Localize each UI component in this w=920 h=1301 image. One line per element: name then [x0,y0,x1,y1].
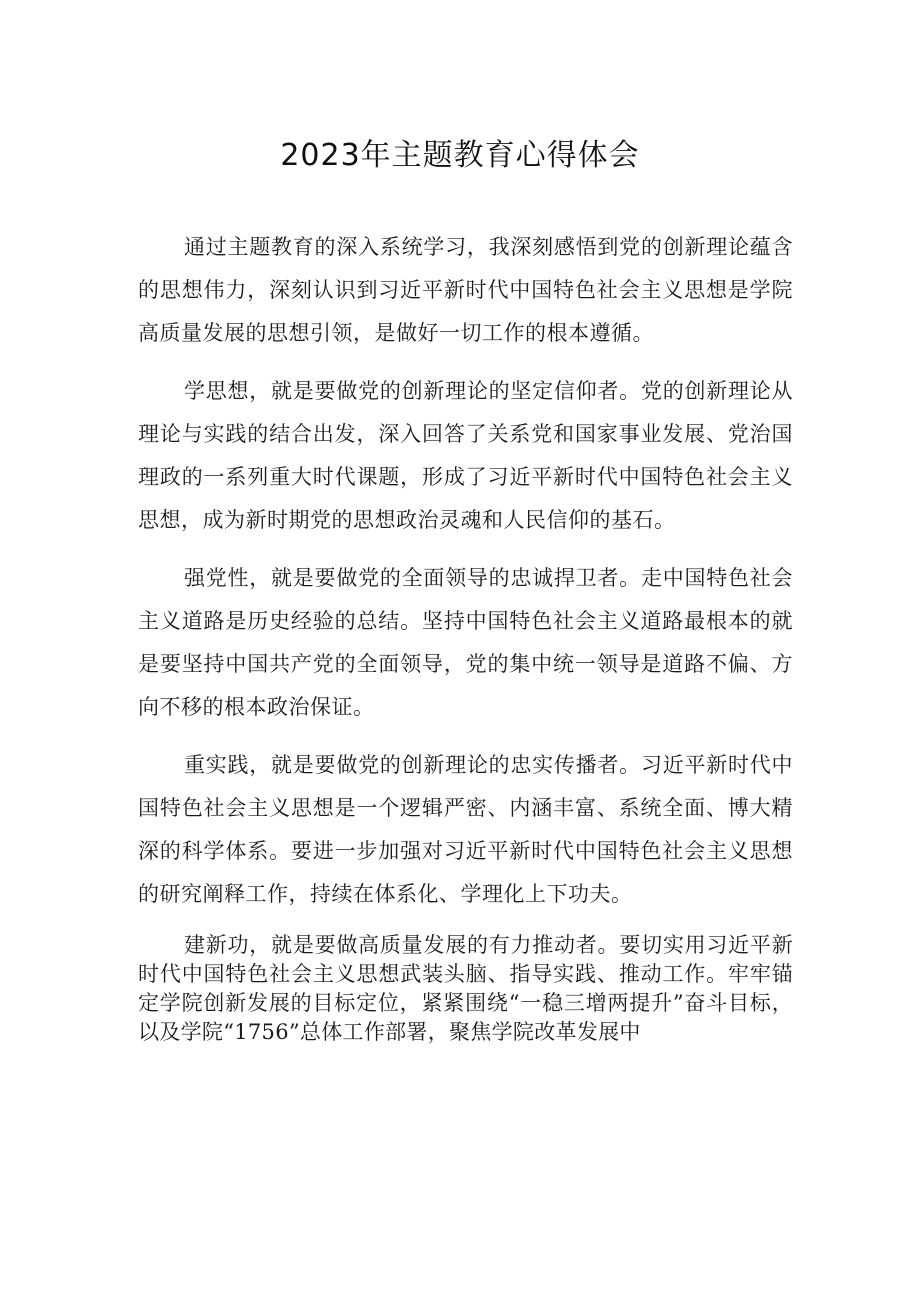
paragraph-spacer [138,542,793,557]
paragraph-emphasize-practice: 重实践，就是要做党的创新理论的忠实传播者。习近平新时代中国特色社会主义思想是一个逻辑严密、内涵丰富、系统全面、博大精深的科学体系。要进一步加强对习近平新时代中国特色社会主义思想的研究阐释工作，持续在体系化、学理化上下功夫。 [138,753,793,906]
document-title: 2023年主题教育心得体会 [280,138,640,173]
document-body [138,226,793,1047]
paragraph-strengthen-party-spirit: 强党性，就是要做党的全面领导的忠诚捍卫者。走中国特色社会主义道路是历史经验的总结。坚持中国特色社会主义道路最根本的就是要坚持中国共产党的全面领导，党的集中统一领导是道路不偏、方向不移的根本政治保证。 [138,566,793,719]
paragraph-new-achievements: 建新功，就是要做高质量发展的有力推动者。要切实用习近平新时代中国特色社会主义思想武装头脑、指导实践、推动工作。牢牢锚定学院创新发展的目标定位，紧紧围绕“一稳三增两提升”奋斗目标，以及学院“1756”总体工作部署，聚焦学院改革发展中 [138,933,793,1044]
paragraph-spacer [138,729,793,744]
paragraph-spacer [138,355,793,370]
paragraph-intro: 通过主题教育的深入系统学习，我深刻感悟到党的创新理论蕴含的思想伟力，深刻认识到习近平新时代中国特色社会主义思想是学院高质量发展的思想引领，是做好一切工作的根本遵循。 [138,235,793,345]
paragraph-spacer [138,916,793,931]
paragraph-study-thought: 学思想，就是要做党的创新理论的坚定信仰者。党的创新理论从理论与实践的结合出发，深入回答了关系党和国家事业发展、党治国理政的一系列重大时代课题，形成了习近平新时代中国特色社会主义思想，成为新时期党的思想政治灵魂和人民信仰的基石。 [138,379,793,532]
